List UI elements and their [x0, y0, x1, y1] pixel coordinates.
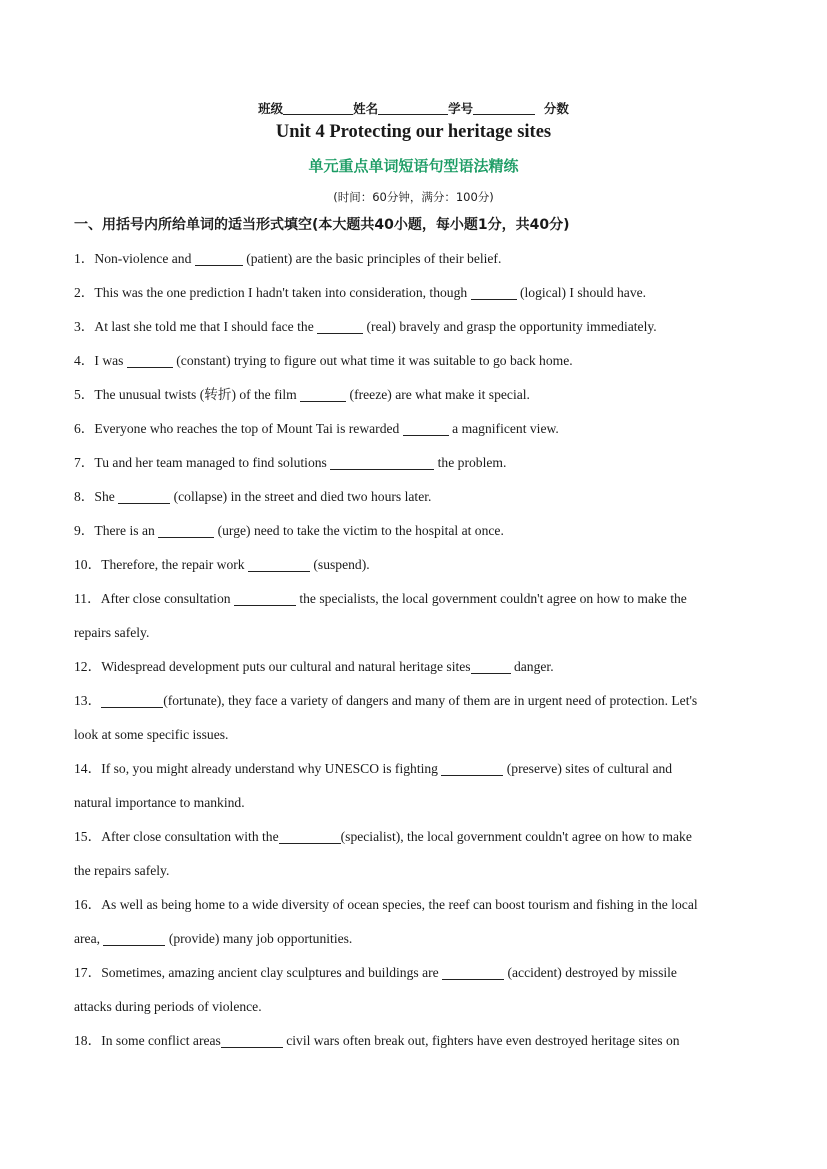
question-item — [74, 582, 754, 650]
question-text: After close consultation — [100, 591, 234, 606]
question-item — [74, 752, 754, 820]
question-number: 9． — [74, 523, 95, 538]
question-text: Non-violence and — [94, 251, 195, 266]
question-number: 15． — [74, 829, 102, 844]
question-item — [74, 514, 754, 548]
question-number: 17． — [74, 965, 102, 980]
question-item — [74, 548, 754, 582]
answer-blank[interactable] — [317, 319, 363, 334]
name-blank[interactable] — [378, 102, 448, 115]
question-text: In some conflict areas — [101, 1033, 221, 1048]
answer-blank[interactable] — [403, 421, 449, 436]
question-text-continued: look at some specific issues. — [74, 727, 229, 742]
answer-blank[interactable] — [441, 761, 503, 776]
question-number: 10． — [74, 557, 102, 572]
question-text-continued: repairs safely. — [74, 625, 150, 640]
answer-blank[interactable] — [221, 1033, 283, 1048]
question-number: 7． — [74, 455, 95, 470]
question-text: I was — [94, 353, 127, 368]
question-text: This was the one prediction I hadn't taken into consideration, though — [94, 285, 471, 300]
question-item — [74, 1024, 754, 1058]
answer-blank[interactable] — [103, 931, 165, 946]
question-item — [74, 650, 754, 684]
question-number: 14． — [74, 761, 102, 776]
question-item — [74, 378, 754, 412]
answer-blank[interactable] — [471, 285, 517, 300]
question-text: (patient) are the basic principles of their belief. — [242, 251, 502, 266]
question-number: 1． — [74, 251, 95, 266]
question-text: danger. — [510, 659, 554, 674]
question-number: 18． — [74, 1033, 102, 1048]
question-text: (real) bravely and grasp the opportunity immediately. — [363, 319, 657, 334]
question-text-continued: attacks during periods of violence. — [74, 999, 262, 1014]
answer-blank[interactable] — [248, 557, 310, 572]
question-item — [74, 820, 754, 888]
question-text-continued: natural importance to mankind. — [74, 795, 245, 810]
question-text: civil wars often break out, fighters have even destroyed heritage sites on — [282, 1033, 680, 1048]
score-label: 分数 — [543, 101, 569, 116]
question-number: 13． — [74, 693, 102, 708]
question-text: She — [94, 489, 119, 504]
answer-blank[interactable] — [279, 829, 341, 844]
question-text: (logical) I should have. — [516, 285, 647, 300]
question-text: Widespread development puts our cultural and natural heritage sites — [101, 659, 471, 674]
question-item — [74, 412, 754, 446]
name-label: 姓名 — [353, 101, 379, 116]
question-item — [74, 242, 754, 276]
question-number: 4． — [74, 353, 95, 368]
question-number: 12． — [74, 659, 102, 674]
question-item — [74, 684, 754, 752]
answer-blank[interactable] — [300, 387, 346, 402]
question-text: Everyone who reaches the top of Mount Tai is rewarded — [94, 421, 403, 436]
question-text: (specialist), the local government couldn't agree on how to make — [340, 829, 692, 844]
answer-blank[interactable] — [234, 591, 296, 606]
answer-blank[interactable] — [118, 489, 170, 504]
question-text: (collapse) in the street and died two hours later. — [170, 489, 432, 504]
question-text: (provide) many job opportunities. — [165, 931, 353, 946]
question-item — [74, 446, 754, 480]
question-text: As well as being home to a wide diversity of ocean species, the reef can boost tourism and fishing in the local — [101, 897, 698, 912]
question-item — [74, 956, 754, 1024]
student-info-line — [0, 99, 827, 117]
question-text: There is an — [94, 523, 159, 538]
answer-blank[interactable] — [330, 455, 434, 470]
question-item — [74, 888, 754, 956]
question-text: (accident) destroyed by missile — [504, 965, 677, 980]
question-item — [74, 310, 754, 344]
question-text-continued: the repairs safely. — [74, 863, 170, 878]
answer-blank[interactable] — [471, 659, 511, 674]
question-text: Sometimes, amazing ancient clay sculptures and buildings are — [101, 965, 443, 980]
question-text: the problem. — [434, 455, 507, 470]
class-blank[interactable] — [283, 102, 353, 115]
question-text: (fortunate), they face a variety of dangers and many of them are in urgent need of protection. Let's — [163, 693, 698, 708]
question-number: 16． — [74, 897, 102, 912]
answer-blank[interactable] — [101, 693, 163, 708]
question-item — [74, 276, 754, 310]
time-info: (时间：60分钟，满分：100分) — [333, 190, 494, 204]
page-subtitle: 单元重点单词短语句型语法精练 — [308, 157, 519, 175]
page-title: Unit 4 Protecting our heritage sites — [275, 122, 552, 142]
answer-blank[interactable] — [127, 353, 173, 368]
question-text: the specialists, the local government couldn't agree on how to make the — [295, 591, 687, 606]
question-number: 11． — [74, 591, 101, 606]
question-text: (freeze) are what make it special. — [346, 387, 530, 402]
answer-blank[interactable] — [195, 251, 243, 266]
question-text: a magnificent view. — [448, 421, 559, 436]
question-text: Tu and her team managed to find solutions — [94, 455, 331, 470]
answer-blank[interactable] — [158, 523, 214, 538]
question-text: (preserve) sites of cultural and — [503, 761, 673, 776]
question-text: The unusual twists (转折) of the film — [94, 387, 301, 402]
question-number: 6． — [74, 421, 95, 436]
section-heading: 一、用括号内所给单词的适当形式填空(本大题共40小题，每小题1分，共40分) — [74, 217, 570, 233]
question-text: (constant) trying to figure out what time it was suitable to go back home. — [172, 353, 573, 368]
question-number: 8． — [74, 489, 95, 504]
question-text: (urge) need to take the victim to the hospital at once. — [214, 523, 504, 538]
question-item — [74, 480, 754, 514]
answer-blank[interactable] — [442, 965, 504, 980]
class-label: 班级 — [258, 101, 284, 116]
question-text-continued — [74, 922, 754, 956]
question-number: 5． — [74, 387, 95, 402]
question-text: At last she told me that I should face the — [94, 319, 318, 334]
question-number: 2． — [74, 285, 95, 300]
id-label: 学号 — [448, 101, 474, 116]
question-text: If so, you might already understand why UNESCO is fighting — [101, 761, 442, 776]
question-number: 3． — [74, 319, 95, 334]
question-item — [74, 344, 754, 378]
question-text: (suspend). — [310, 557, 370, 572]
question-text: area, — [74, 931, 104, 946]
question-text: After close consultation with the — [101, 829, 279, 844]
id-blank[interactable] — [473, 102, 535, 115]
question-text: Therefore, the repair work — [101, 557, 248, 572]
